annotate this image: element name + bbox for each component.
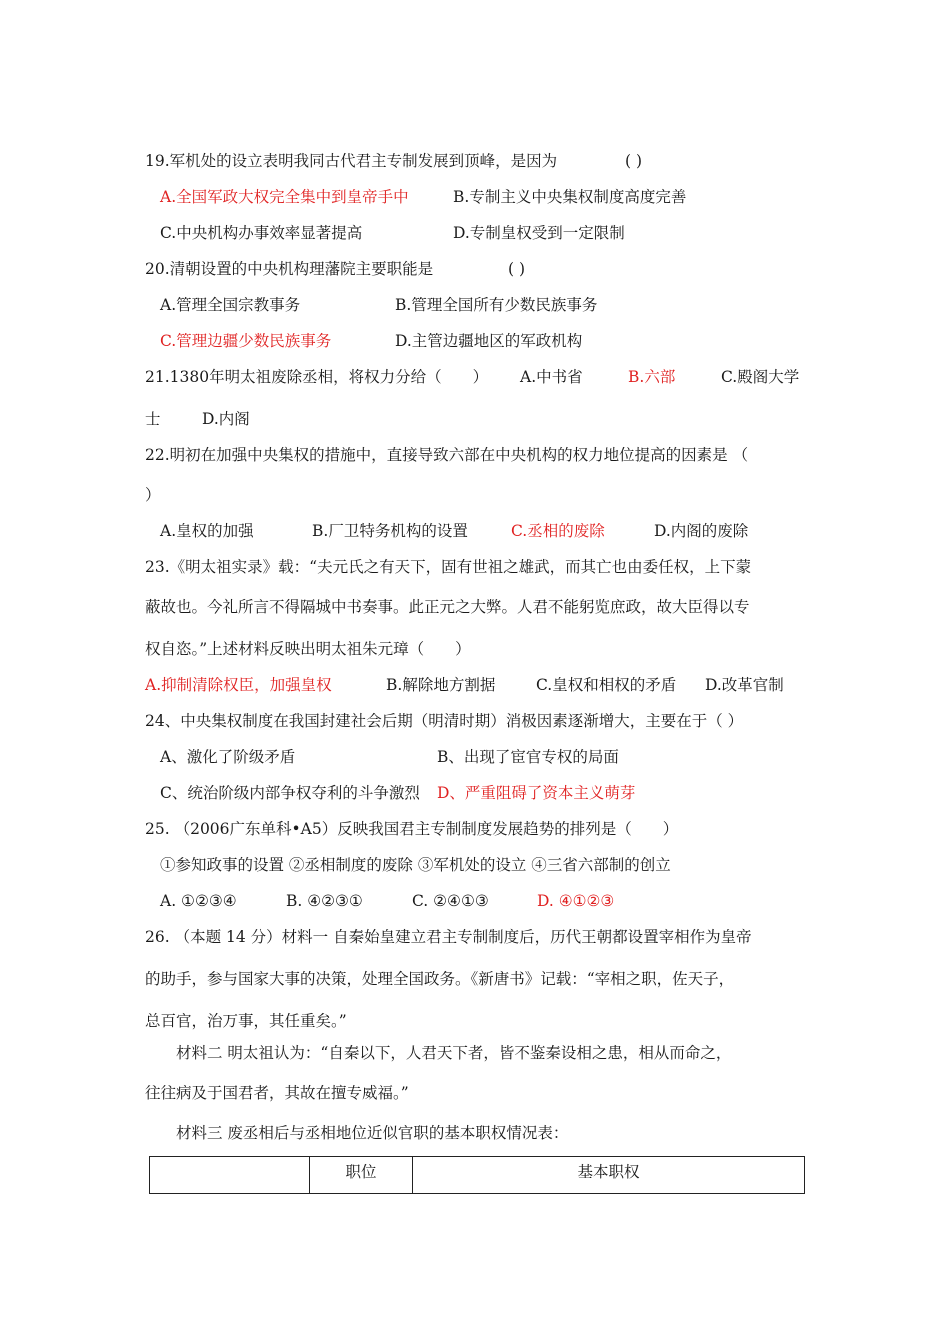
q21-stem: 21.1380年明太祖废除丞相，将权力分给（ ） <box>145 368 489 386</box>
q23-option-a: A.抑制清除权臣，加强皇权 <box>145 676 332 694</box>
q24-option-c: C、统治阶级内部争权夺利的斗争激烈 <box>160 784 420 802</box>
q25-stem: 25. （2006广东单科•A5）反映我国君主专制制度发展趋势的排列是（ ） <box>145 820 679 838</box>
q22-option-c: C.丞相的废除 <box>511 522 605 540</box>
q26-material3: 材料三 废丞相后与丞相地位近似官职的基本职权情况表： <box>176 1124 569 1142</box>
table-header-powers: 基本职权 <box>413 1157 805 1194</box>
q19-option-b: B.专制主义中央集权制度高度完善 <box>453 188 687 206</box>
q22-option-d: D.内阁的废除 <box>654 522 749 540</box>
q23-option-d: D.改革官制 <box>705 676 784 694</box>
table-header-position: 职位 <box>310 1157 413 1194</box>
q22-stem-cont: ） <box>145 486 161 504</box>
q26-material2-line1: 材料二 明太祖认为：“自秦以下，人君天下者，皆不鉴秦设相之患，相从而命之， <box>176 1044 732 1062</box>
q19-option-a: A.全国军政大权完全集中到皇帝手中 <box>160 188 409 206</box>
q22-stem: 22.明初在加强中央集权的措施中，直接导致六部在中央机构的权力地位提高的因素是 （ <box>145 446 749 464</box>
q24-option-b: B、出现了宦官专权的局面 <box>437 748 619 766</box>
q23-line1: 23.《明太祖实录》载：“夫元氏之有天下，固有世祖之雄武，而其亡也由委任权，上下蒙 <box>145 558 752 576</box>
q25-option-c: C. ②④①③ <box>412 892 489 910</box>
q21-option-c-cont: 士 <box>145 410 161 428</box>
q23-line3: 权自恣。”上述材料反映出明太祖朱元璋（ ） <box>145 640 471 658</box>
q21-option-d: D.内阁 <box>202 410 250 428</box>
q19-option-d: D.专制皇权受到一定限制 <box>453 224 625 242</box>
q24-option-d: D、严重阻碍了资本主义萌芽 <box>437 784 636 802</box>
q26-material2-line2: 往往病及于国君者，其故在擅专威福。” <box>145 1084 409 1102</box>
q25-items: ①参知政事的设置 ②丞相制度的废除 ③军机处的设立 ④三省六部制的创立 <box>160 856 671 874</box>
q23-line2: 蔽故也。今礼所言不得隔城中书奏事。此正元之大弊。人君不能躬览庶政，故大臣得以专 <box>145 598 750 616</box>
q19-option-c: C.中央机构办事效率显著提高 <box>160 224 363 242</box>
q20-option-c: C.管理边疆少数民族事务 <box>160 332 332 350</box>
q23-option-c: C.皇权和相权的矛盾 <box>536 676 677 694</box>
q20-option-b: B.管理全国所有少数民族事务 <box>395 296 598 314</box>
q26-line3: 总百官，治万事，其任重矣。” <box>145 1012 347 1030</box>
q22-option-b: B.厂卫特务机构的设置 <box>312 522 468 540</box>
q26-line2: 的助手，参与国家大事的决策，处理全国政务。《新唐书》记载：“宰相之职，佐天子， <box>145 970 735 988</box>
q19-stem <box>145 151 557 171</box>
q21-option-b: B.六部 <box>628 368 676 386</box>
q20-paren: ( ) <box>508 260 526 278</box>
table-header-row <box>150 1157 805 1194</box>
q25-option-d: D. ④①②③ <box>537 892 615 910</box>
q24-option-a: A、激化了阶级矛盾 <box>160 748 296 766</box>
q20-stem: 20.清朝设置的中央机构理藩院主要职能是 <box>145 260 434 278</box>
q24-stem: 24、中央集权制度在我国封建社会后期（明清时期）消极因素逐渐增大，主要在于（ ） <box>145 712 744 730</box>
q21-option-a: A.中书省 <box>520 368 583 386</box>
q19-stem-text: 19.军机处的设立表明我同古代君主专制发展到顶峰，是因为 <box>145 152 558 170</box>
q25-option-a: A. ①②③④ <box>160 892 237 910</box>
q20-option-d: D.主管边疆地区的军政机构 <box>395 332 583 350</box>
q22-option-a: A.皇权的加强 <box>160 522 254 540</box>
q23-option-b: B.解除地方割据 <box>386 676 496 694</box>
q20-option-a: A.管理全国宗教事务 <box>160 296 301 314</box>
q19-paren: ( ) <box>625 152 643 170</box>
q25-option-b: B. ④②③① <box>286 892 363 910</box>
q26-line1: 26. （本题 14 分）材料一 自秦始皇建立君主专制制度后，历代王朝都设置宰相作为皇帝 <box>145 928 752 946</box>
official-powers-table <box>149 1156 805 1194</box>
table-header-cell-blank <box>150 1157 310 1194</box>
q21-option-c: C.殿阁大学 <box>721 368 800 386</box>
